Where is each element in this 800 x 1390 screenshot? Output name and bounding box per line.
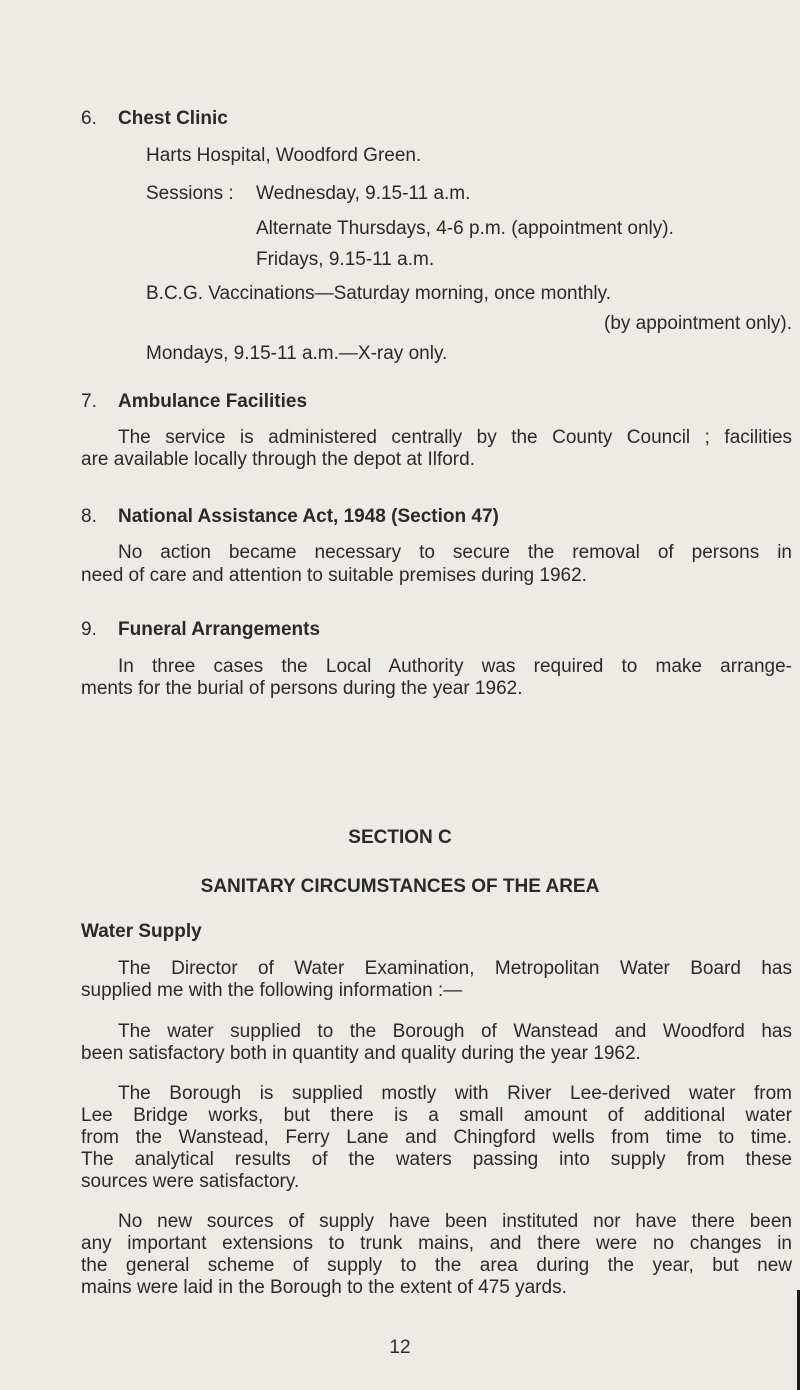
ambulance-text-line: are available locally through the depot at Ilford. — [81, 449, 475, 470]
sessions-label: Sessions : — [146, 183, 234, 204]
heading-number: 9. — [81, 619, 97, 640]
page-number: 12 — [389, 1337, 411, 1358]
session-friday: Fridays, 9.15-11 a.m. — [256, 249, 435, 270]
water-supply-text-line: The Borough is supplied mostly with River Lee-derived water from — [118, 1083, 792, 1104]
clinic-address: Harts Hospital, Woodford Green. — [146, 145, 422, 166]
water-supply-heading: Water Supply — [81, 921, 202, 942]
chest-clinic-heading: Chest Clinic — [118, 108, 228, 129]
funeral-heading: Funeral Arrangements — [118, 619, 321, 640]
ambulance-text-line: The service is administered centrally by the County Council ; facilities — [118, 427, 792, 448]
xray-sessions: Mondays, 9.15-11 a.m.—X-ray only. — [146, 343, 448, 364]
water-supply-text-line: The analytical results of the waters passing into supply from these — [81, 1149, 792, 1170]
water-supply-text-line: The water supplied to the Borough of Wanstead and Woodford has — [118, 1021, 792, 1042]
section-title: SECTION C — [348, 827, 452, 848]
bcg-vaccinations: B.C.G. Vaccinations—Saturday morning, once monthly. — [146, 283, 612, 304]
water-supply-text-line: any important extensions to trunk mains, and there were no changes in — [81, 1233, 792, 1254]
heading-number: 8. — [81, 506, 97, 527]
water-supply-text-line: mains were laid in the Borough to the extent of 475 yards. — [81, 1277, 567, 1298]
funeral-text-line: ments for the burial of persons during the year 1962. — [81, 678, 523, 699]
water-supply-text-line: the general scheme of supply to the area during the year, but new — [81, 1255, 792, 1276]
section-subtitle: SANITARY CIRCUMSTANCES OF THE AREA — [200, 876, 600, 897]
session-wednesday: Wednesday, 9.15-11 a.m. — [256, 183, 471, 204]
ambulance-heading: Ambulance Facilities — [118, 391, 308, 412]
water-supply-text-line: The Director of Water Examination, Metropolitan Water Board has — [118, 958, 792, 979]
water-supply-text-line: No new sources of supply have been instituted nor have there been — [118, 1211, 792, 1232]
water-supply-text-line: sources were satisfactory. — [81, 1171, 300, 1192]
heading-number: 6. — [81, 108, 97, 129]
bcg-appointment-note: (by appointment only). — [604, 313, 792, 334]
funeral-text-line: In three cases the Local Authority was required to make arrange- — [118, 656, 792, 677]
national-assistance-text-line: need of care and attention to suitable premises during 1962. — [81, 565, 587, 586]
heading-number: 7. — [81, 391, 97, 412]
water-supply-text-line: been satisfactory both in quantity and quality during the year 1962. — [81, 1043, 641, 1064]
session-thursday: Alternate Thursdays, 4-6 p.m. (appointment only). — [256, 218, 674, 239]
water-supply-text-line: supplied me with the following information :— — [81, 980, 463, 1001]
national-assistance-heading: National Assistance Act, 1948 (Section 47) — [118, 506, 499, 527]
water-supply-text-line: from the Wanstead, Ferry Lane and Chingford wells from time to time. — [81, 1127, 792, 1148]
national-assistance-text-line: No action became necessary to secure the removal of persons in — [118, 542, 792, 563]
water-supply-text-line: Lee Bridge works, but there is a small amount of additional water — [81, 1105, 792, 1126]
